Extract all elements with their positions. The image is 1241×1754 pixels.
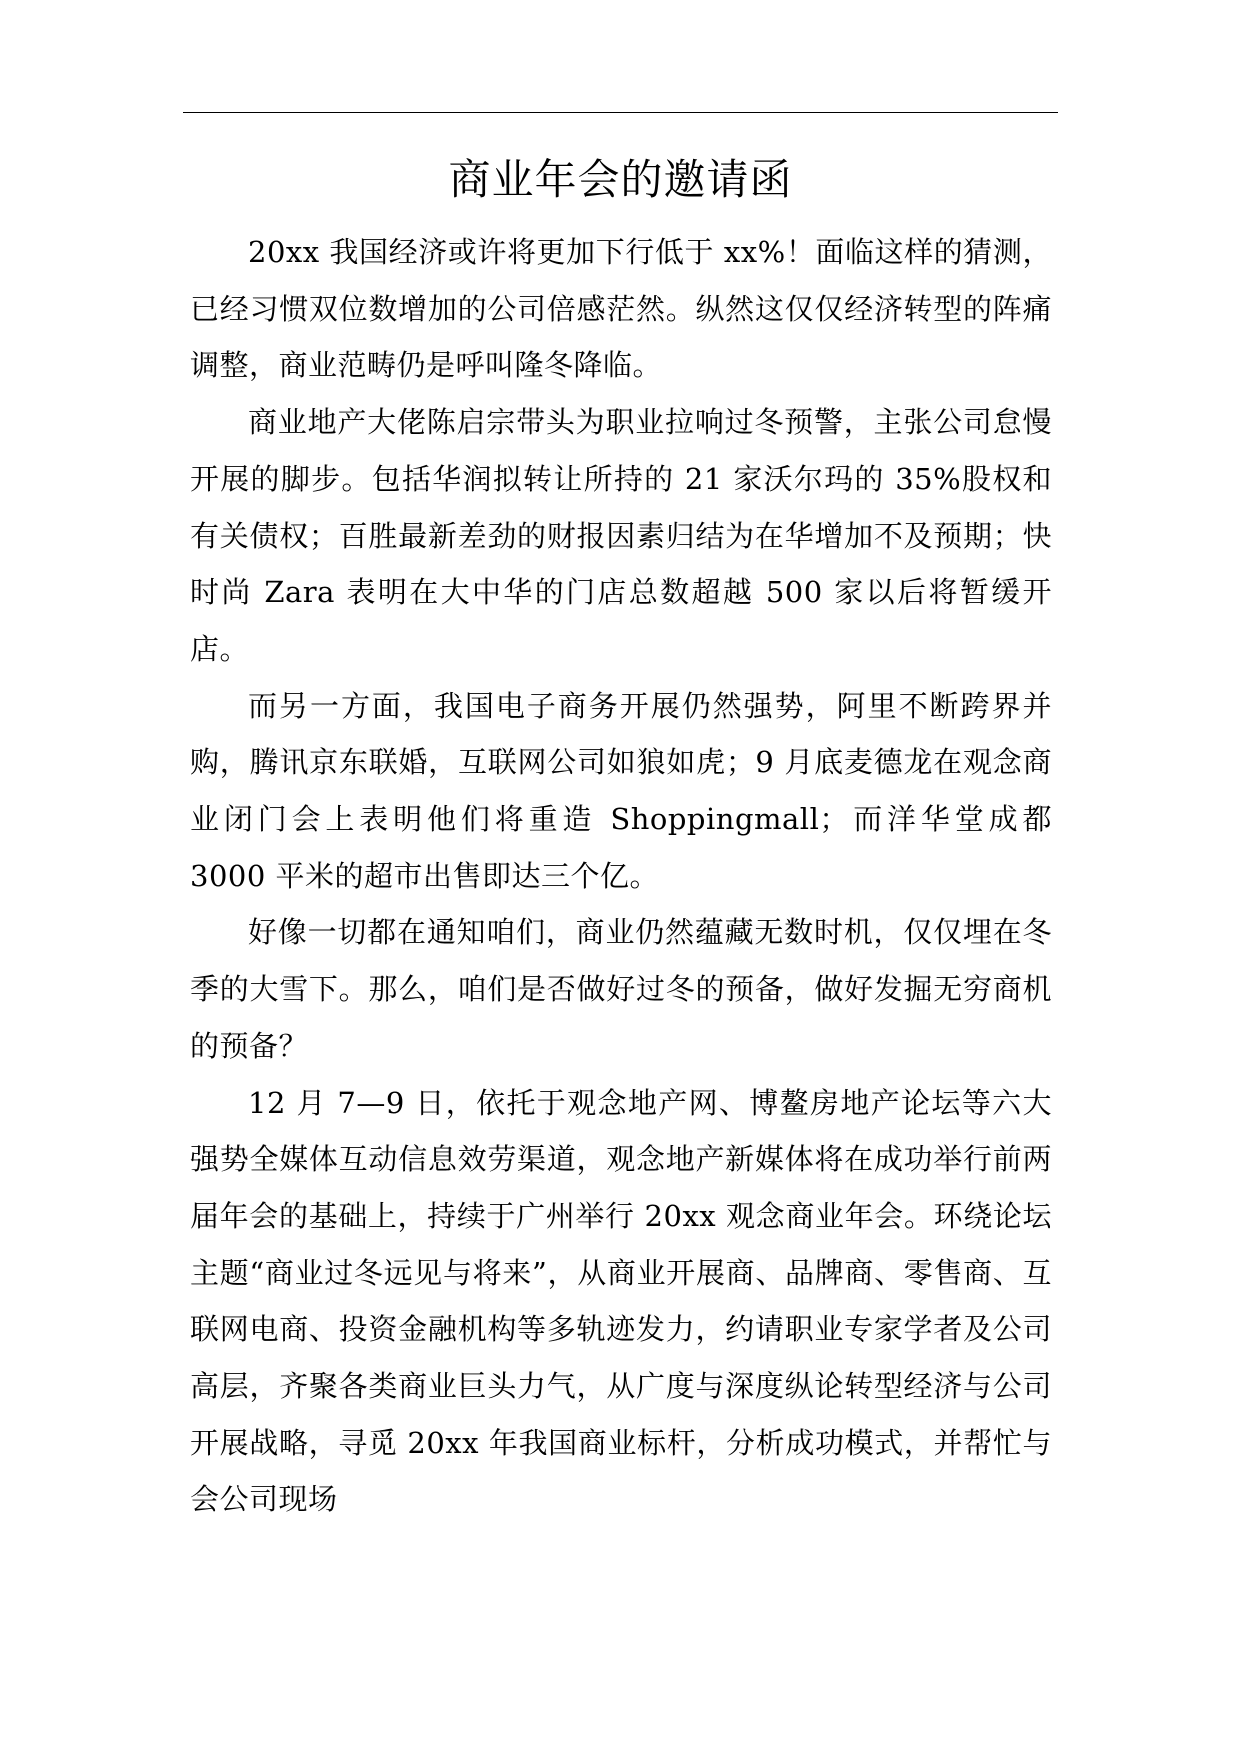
document-title: 商业年会的邀请函 xyxy=(448,155,793,204)
paragraph-3: 而另一方面，我国电子商务开展仍然强势，阿里不断跨界并购，腾讯京东联婚，互联网公司如狼如虎；9 月底麦德龙在观念商业闭门会上表明他们将重造 Shoppingmall；而洋华堂成都 3000 平米的超市出售即达三个亿。 xyxy=(190,688,1052,893)
paragraph-1: 20xx 我国经济或许将更加下行低于 xx%！面临这样的猜测，已经习惯双位数增加的公司倍感茫然。纵然这仅仅经济转型的阵痛调整，商业范畴仍是呼叫隆冬降临。 xyxy=(190,235,1052,383)
paragraph-2: 商业地产大佬陈启宗带头为职业拉响过冬预警，主张公司怠慢开展的脚步。包括华润拟转让所持的 21 家沃尔玛的 35%股权和有关债权；百胜最新差劲的财报因素归结为在华增加不及预期；快时尚 Zara 表明在大中华的门店总数超越 500 家以后将暂缓开店。 xyxy=(190,405,1052,666)
paragraph-4: 好像一切都在通知咱们，商业仍然蕴藏无数时机，仅仅埋在冬季的大雪下。那么，咱们是否做好过冬的预备，做好发掘无穷商机的预备？ xyxy=(190,915,1052,1063)
document-body xyxy=(190,224,1052,1528)
header-rule xyxy=(183,112,1058,113)
paragraph-5: 12 月 7—9 日，依托于观念地产网、博鳌房地产论坛等六大强势全媒体互动信息效劳渠道，观念地产新媒体将在成功举行前两届年会的基础上，持续于广州举行 20xx 观念商业年会。环绕论坛主题“商业过冬远见与将来”，从商业开展商、品牌商、零售商、互联网电商、投资金融机构等多轨迹发力，约请职业专家学者及公司高层，齐聚各类商业巨头力气，从广度与深度纵论转型经济与公司开展战略，寻觅 20xx 年我国商业标杆，分析成功模式，并帮忙与会公司现场 xyxy=(190,1085,1052,1517)
